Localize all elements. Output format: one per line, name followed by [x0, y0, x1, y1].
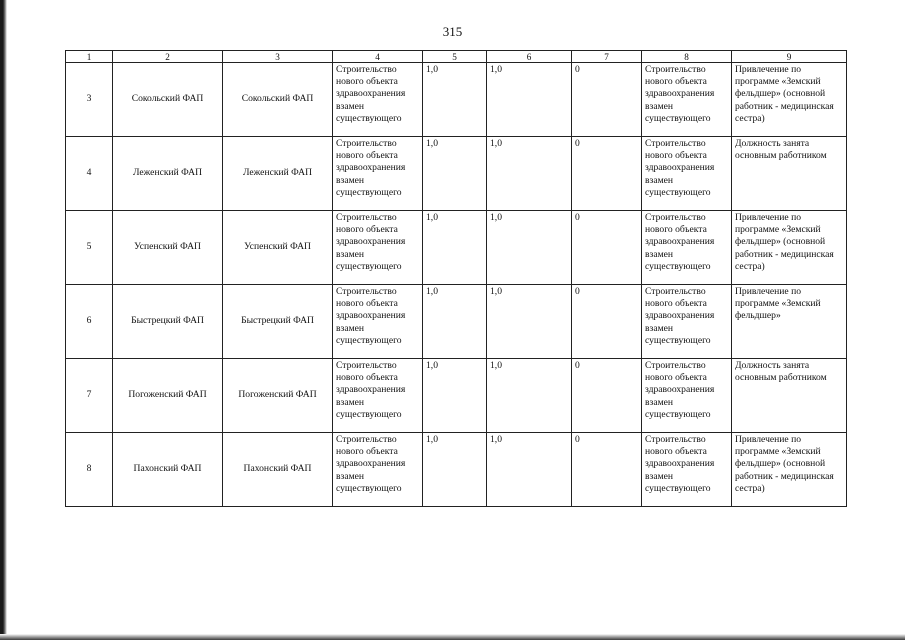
- scan-edge-left: [0, 0, 7, 640]
- measure-cell: Строительство нового объекта здравоохранения взамен существующего: [642, 211, 732, 285]
- column-header: 3: [223, 51, 333, 63]
- measure-cell: Строительство нового объекта здравоохранения взамен существующего: [642, 433, 732, 507]
- facility-name-cell: Пахонский ФАП: [223, 433, 333, 507]
- facility-name-cell: Леженский ФАП: [223, 137, 333, 211]
- table-row: [66, 137, 847, 211]
- value-cell: 1,0: [423, 137, 487, 211]
- row-number-cell: 5: [66, 211, 113, 285]
- facility-name-cell: Сокольский ФАП: [223, 63, 333, 137]
- value-cell: 0: [572, 285, 642, 359]
- facility-name-cell: Погоженский ФАП: [223, 359, 333, 433]
- column-header: 2: [113, 51, 223, 63]
- facility-name-cell: Успенский ФАП: [113, 211, 223, 285]
- staffing-note-cell: Должность занята основным работником: [732, 137, 847, 211]
- facilities-table: [65, 50, 847, 507]
- value-cell: 1,0: [423, 211, 487, 285]
- scan-edge-bottom: [0, 634, 905, 640]
- staffing-note-cell: Привлечение по программе «Земский фельдшер»: [732, 285, 847, 359]
- value-cell: 1,0: [423, 433, 487, 507]
- value-cell: 0: [572, 137, 642, 211]
- facility-name-cell: Успенский ФАП: [223, 211, 333, 285]
- column-header: 1: [66, 51, 113, 63]
- measure-cell: Строительство нового объекта здравоохранения взамен существующего: [333, 433, 423, 507]
- row-number-cell: 3: [66, 63, 113, 137]
- measure-cell: Строительство нового объекта здравоохранения взамен существующего: [642, 63, 732, 137]
- staffing-note-cell: Должность занята основным работником: [732, 359, 847, 433]
- measure-cell: Строительство нового объекта здравоохранения взамен существующего: [333, 63, 423, 137]
- page-number: 315: [442, 24, 463, 39]
- table-header-row: [66, 51, 847, 63]
- measure-cell: Строительство нового объекта здравоохранения взамен существующего: [642, 359, 732, 433]
- value-cell: 1,0: [423, 285, 487, 359]
- column-header: 7: [572, 51, 642, 63]
- table-row: [66, 359, 847, 433]
- row-number-cell: 6: [66, 285, 113, 359]
- facility-name-cell: Сокольский ФАП: [113, 63, 223, 137]
- column-header: 6: [487, 51, 572, 63]
- value-cell: 1,0: [487, 433, 572, 507]
- facility-name-cell: Леженский ФАП: [113, 137, 223, 211]
- facility-name-cell: Быстрецкий ФАП: [223, 285, 333, 359]
- table-row: [66, 211, 847, 285]
- measure-cell: Строительство нового объекта здравоохранения взамен существующего: [333, 285, 423, 359]
- table-row: [66, 433, 847, 507]
- column-header: 8: [642, 51, 732, 63]
- staffing-note-cell: Привлечение по программе «Земский фельдшер» (основной работник - медицинская сестра): [732, 433, 847, 507]
- facility-name-cell: Быстрецкий ФАП: [113, 285, 223, 359]
- facility-name-cell: Погоженский ФАП: [113, 359, 223, 433]
- value-cell: 1,0: [487, 285, 572, 359]
- column-header: 5: [423, 51, 487, 63]
- value-cell: 1,0: [487, 63, 572, 137]
- staffing-note-cell: Привлечение по программе «Земский фельдшер» (основной работник - медицинская сестра): [732, 63, 847, 137]
- value-cell: 0: [572, 63, 642, 137]
- value-cell: 1,0: [487, 359, 572, 433]
- facility-name-cell: Пахонский ФАП: [113, 433, 223, 507]
- column-header: 9: [732, 51, 847, 63]
- value-cell: 1,0: [423, 63, 487, 137]
- value-cell: 0: [572, 359, 642, 433]
- row-number-cell: 4: [66, 137, 113, 211]
- value-cell: 1,0: [487, 137, 572, 211]
- staffing-note-cell: Привлечение по программе «Земский фельдшер» (основной работник - медицинская сестра): [732, 211, 847, 285]
- value-cell: 1,0: [487, 211, 572, 285]
- table-body: [66, 51, 847, 507]
- value-cell: 0: [572, 211, 642, 285]
- measure-cell: Строительство нового объекта здравоохранения взамен существующего: [642, 285, 732, 359]
- value-cell: 1,0: [423, 359, 487, 433]
- table-row: [66, 285, 847, 359]
- row-number-cell: 7: [66, 359, 113, 433]
- row-number-cell: 8: [66, 433, 113, 507]
- value-cell: 0: [572, 433, 642, 507]
- measure-cell: Строительство нового объекта здравоохранения взамен существующего: [642, 137, 732, 211]
- measure-cell: Строительство нового объекта здравоохранения взамен существующего: [333, 137, 423, 211]
- measure-cell: Строительство нового объекта здравоохранения взамен существующего: [333, 359, 423, 433]
- table-row: [66, 63, 847, 137]
- column-header: 4: [333, 51, 423, 63]
- measure-cell: Строительство нового объекта здравоохранения взамен существующего: [333, 211, 423, 285]
